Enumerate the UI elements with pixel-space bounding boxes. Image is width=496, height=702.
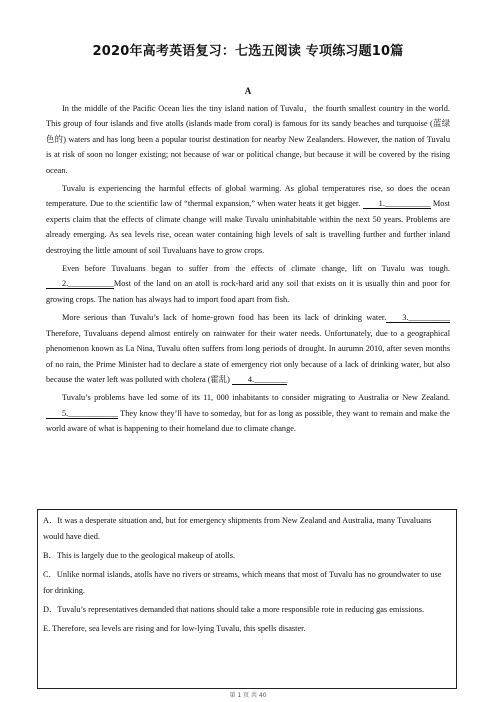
options-box (37, 509, 457, 689)
answer-blank-5[interactable]: 5.____________ (46, 409, 118, 419)
answer-blank-3[interactable]: 3.__________ (386, 313, 450, 323)
paragraph: In the middle of the Pacific Ocean lies the tiny island nation of Tuvalu，the fourth smallest country in the world. This group of four islands and five atolls (islands made from coral) is famous for its sandy beaches and turquoise (蓝绿色的) waters and has long been a popular tourist destination for nearby New Zealanders. However, the nation of Tuvalu is at risk of soon no longer existing; not because of war or political change, but because it will be covered by the rising ocean. (46, 104, 450, 175)
paragraph: More serious than Tuvalu’s lack of home-grown food has been its lack of drinking water. 3.__________ Therefore, Tuvaluans depend almost entirely on rainwater for their water needs. Unfortunately, due to a geographical phenomenon known as La Nina, Tuvalu often suffers from long periods of drought. In aurumn 2010, after seven months of no rain, the Prime Minister had to declare a state of emergency riot only because of a lack of drinking water, but also because the water left was polluted with cholera (霍乱) 4.________ (46, 313, 450, 384)
answer-blank-1[interactable]: 1.___________ (363, 199, 431, 209)
section-letter: A (244, 86, 252, 96)
paragraph: Tuvalu is experiencing the harmful effects of global warming. As global temperatures rise, so does the ocean temperature. Due to the scientific law of “thermal expansion,” when water heats it get bigger. 1.___________ Most experts claim that the effects of climate change will make Tuvalu uninhabitable within the next 50 years. Problems are already emerging. As sea levels rise, ocean water containing high levels of salt is travelling further and further inland destroying the little amount of soil Tuvaluans have to grow crops. (46, 184, 450, 255)
option-c: C．Unlike normal islands, atolls have no rivers or streams, which means that most of Tuvalu has no groundwater to use for drinking. (43, 570, 442, 595)
page-number: 第 1 页 共 40 (229, 692, 267, 699)
page-title: 2020年高考英语复习：七选五阅读 专项练习题10篇 (92, 44, 404, 59)
option-d: D．Tuvalu’s representatives demanded that nations should take a more responsible rote in reducing gas emissions. (43, 605, 425, 614)
paragraph: Even before Tuvaluans began to suffer from the effects of climate change, lift on Tuvalu was tough. 2.___________Most of the land on an atoll is rock-hard arid any soil that exists on it is usually thin and poor for growing crops. The nation has always had to import food apart from fish. (46, 264, 450, 304)
option-b: B．This is largely due to the geological makeup of atolls. (43, 551, 236, 560)
passage-body (46, 101, 450, 440)
answer-blank-4[interactable]: 4.________ (232, 375, 287, 385)
option-e: E. Therefore, sea levels are rising and for low-lying Tuvalu, this spells disaster. (43, 624, 306, 633)
answer-blank-2[interactable]: 2.___________ (46, 279, 114, 289)
option-a: A．It was a desperate situation and, but for emergency shipments from New Zealand and Australia, many Tuvaluans would have died. (43, 516, 432, 541)
paragraph: Tuvalu’s problems have led some of its 11, 000 inhabitants to consider migrating to Australia or New Zealand.5.____________ They know they’ll have to someday, but for as long as possible, they want to remain and make the world aware of what is happening to their homeland due to climate change. (46, 393, 450, 434)
